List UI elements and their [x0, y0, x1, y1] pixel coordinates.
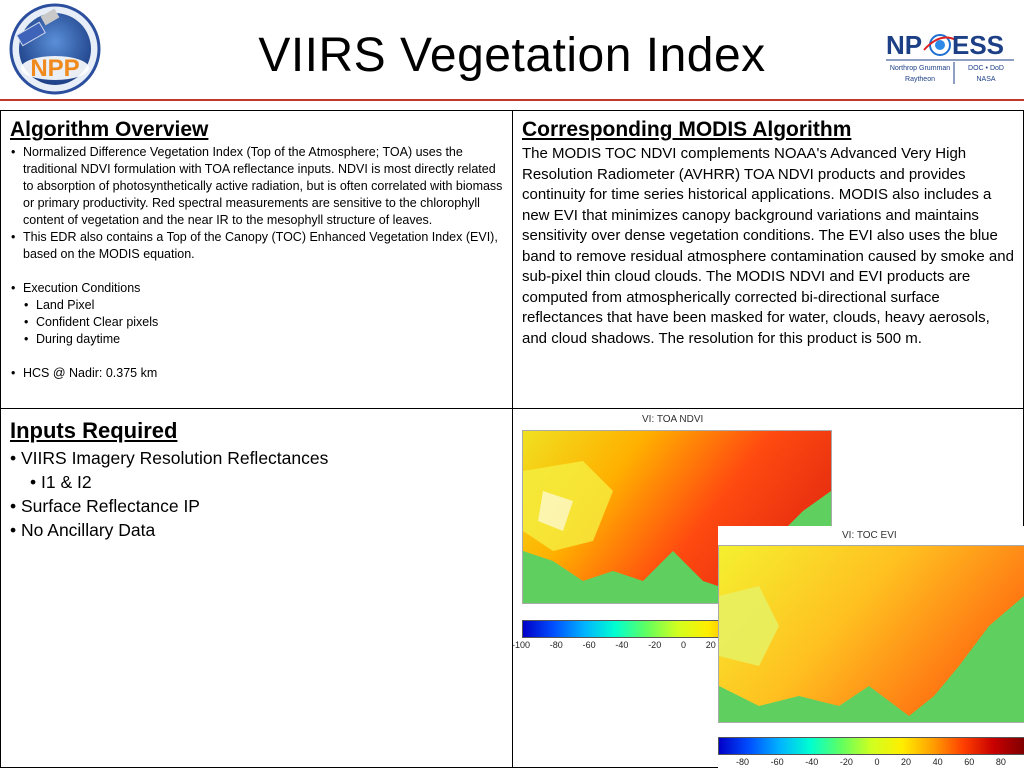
tick-label: -100	[512, 640, 531, 650]
table-column-divider	[512, 110, 513, 768]
tick-label: -60	[770, 757, 784, 767]
tick-label: 0	[874, 757, 880, 767]
list-item: • During daytime	[10, 331, 506, 348]
npoess-right-line-1: DOC • DoD	[968, 65, 1004, 72]
inputs-list	[10, 446, 506, 542]
list-item: • I1 & I2	[30, 472, 92, 492]
tick-label: 0	[680, 640, 686, 650]
toc-evi-colorbar	[718, 737, 1024, 755]
list-item-text: I1 & I2	[41, 472, 92, 492]
list-item-text: No Ancillary Data	[21, 520, 156, 540]
tick-label: 20	[705, 640, 716, 650]
algorithm-overview-heading: Algorithm Overview	[10, 118, 209, 141]
list-item: • VIIRS Imagery Resolution Reflectances	[10, 448, 329, 468]
list-item: • No Ancillary Data	[10, 520, 156, 540]
table-row-divider	[0, 408, 1024, 409]
algorithm-overview-list	[10, 144, 506, 382]
npoess-left-line-1: Northrop Grumman	[889, 65, 951, 72]
tick-label: -40	[615, 640, 629, 650]
npoess-left-line-2: Raytheon	[905, 76, 935, 83]
tick-label: -80	[736, 757, 750, 767]
slide-header	[0, 0, 1024, 100]
modis-algorithm-cell	[522, 118, 1018, 349]
tick-label: 40	[932, 757, 943, 767]
tick-label: -20	[839, 757, 853, 767]
list-item-text: VIIRS Imagery Resolution Reflectances	[21, 448, 329, 468]
header-divider	[0, 99, 1024, 101]
toa-ndvi-map-label: VI: TOA NDVI	[642, 414, 704, 425]
toc-evi-map-label: VI: TOC EVI	[842, 530, 897, 541]
list-item: • Surface Reflectance IP	[10, 496, 200, 516]
npoess-right-line-2: NASA	[976, 76, 996, 83]
list-item-text: Surface Reflectance IP	[21, 496, 200, 516]
page-title: VIIRS Vegetation Index	[258, 29, 766, 82]
tick-label: 20	[901, 757, 912, 767]
npp-logo-text: NPP	[30, 55, 80, 82]
tick-label: 80	[995, 757, 1006, 767]
list-item: • Land Pixel	[10, 297, 506, 314]
list-item: • This EDR also contains a Top of the Canopy (TOC) Enhanced Vegetation Index (EVI), based on the MODIS equation.	[10, 229, 506, 263]
toc-evi-map	[718, 545, 1024, 723]
tick-label: 60	[964, 757, 975, 767]
list-item: • Confident Clear pixels	[10, 314, 506, 331]
tick-label: -80	[549, 640, 563, 650]
modis-description: The MODIS TOC NDVI complements NOAA's Advanced Very High Resolution Radiometer (AVHRR) TOA NDVI products and provides continuity for time series historical applications. MODIS also includes a new EVI that minimizes canopy background variations and maintains sensitivity over dense vegetation conditions. The EVI also uses the blue band to remove residual atmosphere contamination caused by smoke and sub-pixel thin cloud clouds. The MODIS NDVI and EVI products are computed from atmospherically corrected bi-directional surface reflectances that have been masked for water, clouds, heavy aerosols, and cloud shadows. The resolution for this product is 500 m.	[522, 145, 1014, 347]
toc-evi-scale	[736, 757, 1006, 767]
modis-heading: Corresponding MODIS Algorithm	[522, 118, 852, 141]
list-item: • HCS @ Nadir: 0.375 km	[10, 365, 506, 382]
tick-label: -40	[805, 757, 819, 767]
svg-text:ESS: ESS	[952, 30, 1005, 60]
tick-label: -20	[648, 640, 662, 650]
inputs-required-heading: Inputs Required	[10, 418, 178, 443]
tick-label: -60	[582, 640, 596, 650]
algorithm-overview-cell	[10, 118, 506, 382]
list-item: • Normalized Difference Vegetation Index (Top of the Atmosphere; TOA) uses the traditional NDVI formulation with TOA reflectance inputs. NDVI is most directly related to absorption of photosynthetically active radiation, but is often correlated with biomass or primary productivity. Red spectral measurements are sensitive to the chlorophyll content of vegetation and the near IR to the mesophyll structure of leaves.	[10, 144, 506, 229]
svg-text:NP: NP	[886, 30, 923, 60]
npoess-logo	[884, 28, 1018, 86]
inputs-required-cell	[10, 418, 506, 542]
list-item: • Execution Conditions	[10, 280, 506, 297]
